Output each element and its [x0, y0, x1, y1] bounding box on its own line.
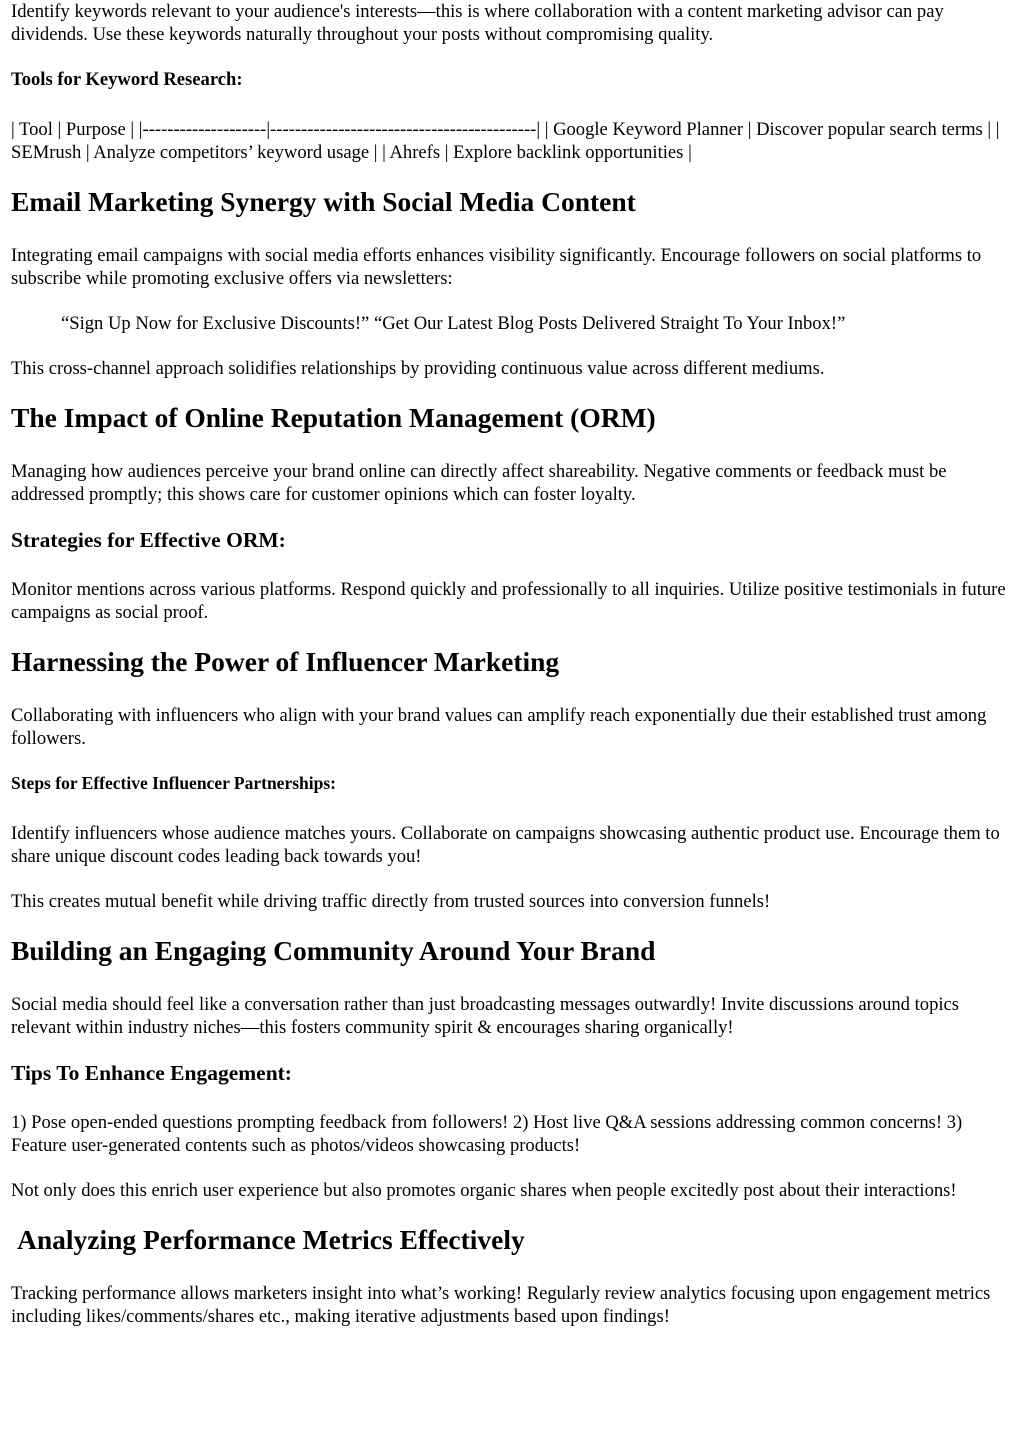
keywords-paragraph: Identify keywords relevant to your audience's interests—this is where collaboration with a content marketing advisor can pay dividends. Use these keywords naturally throughout your posts without compromising quality.: [11, 1, 944, 45]
community-paragraph: Social media should feel like a conversation rather than just broadcasting messages outwardly! Invite discussions around topics relevant within industry niches—this fosters community spirit & encourages sharing organically!: [11, 994, 960, 1038]
engagement-tips-heading: Tips To Enhance Engagement:: [11, 1061, 292, 1085]
influencer-steps-paragraph: Identify influencers whose audience matches yours. Collaborate on campaigns showcasing authentic product use. Encourage them to share unique discount codes leading back towards you!: [11, 823, 1000, 867]
keyword-tools-table-text: | Tool | Purpose | |--------------------|-------------------------------------------| | Google Keyword Planner | Discover popular search terms | | SEMrush | Analyze competitors’ keyword usage | | Ahrefs | Explore backlink opportunities |: [11, 119, 1000, 163]
cross-channel-paragraph: This cross-channel approach solidifies relationships by providing continuous value across different mediums.: [11, 358, 825, 379]
metrics-heading: Analyzing Performance Metrics Effectively: [17, 1224, 525, 1255]
newsletter-quote: “Sign Up Now for Exclusive Discounts!” “Get Our Latest Blog Posts Delivered Straight To Your Inbox!”: [61, 313, 846, 334]
enrich-paragraph: Not only does this enrich user experience but also promotes organic shares when people excitedly post about their interactions!: [11, 1180, 957, 1201]
orm-heading: The Impact of Online Reputation Management (ORM): [11, 402, 656, 433]
orm-strategies-heading: Strategies for Effective ORM:: [11, 528, 286, 552]
community-heading: Building an Engaging Community Around Your Brand: [11, 935, 656, 966]
orm-paragraph: Managing how audiences perceive your brand online can directly affect shareability. Negative comments or feedback must be addressed promptly; this shows care for customer opinions which can foster loyalty.: [11, 461, 947, 505]
metrics-paragraph: Tracking performance allows marketers insight into what’s working! Regularly review analytics focusing upon engagement metrics including likes/comments/shares etc., making iterative adjustments based upon findings!: [11, 1283, 991, 1327]
mutual-benefit-paragraph: This creates mutual benefit while driving traffic directly from trusted sources into conversion funnels!: [11, 891, 771, 912]
email-marketing-paragraph: Integrating email campaigns with social media efforts enhances visibility significantly. Encourage followers on social platforms to subscribe while promoting exclusive offers via newsletters:: [11, 245, 982, 289]
influencer-paragraph: Collaborating with influencers who align with your brand values can amplify reach exponentially due their established trust among followers.: [11, 705, 987, 749]
influencer-steps-heading: Steps for Effective Influencer Partnerships:: [11, 773, 336, 793]
tools-heading: Tools for Keyword Research:: [11, 69, 243, 90]
engagement-tips-paragraph: 1) Pose open-ended questions prompting feedback from followers! 2) Host live Q&A sessions addressing common concerns! 3) Feature user-generated contents such as photos/videos showcasing products!: [11, 1112, 963, 1156]
email-marketing-heading: Email Marketing Synergy with Social Media Content: [11, 186, 636, 217]
influencer-heading: Harnessing the Power of Influencer Marketing: [11, 646, 560, 677]
orm-strategies-paragraph: Monitor mentions across various platforms. Respond quickly and professionally to all inquiries. Utilize positive testimonials in future campaigns as social proof.: [11, 579, 1006, 623]
